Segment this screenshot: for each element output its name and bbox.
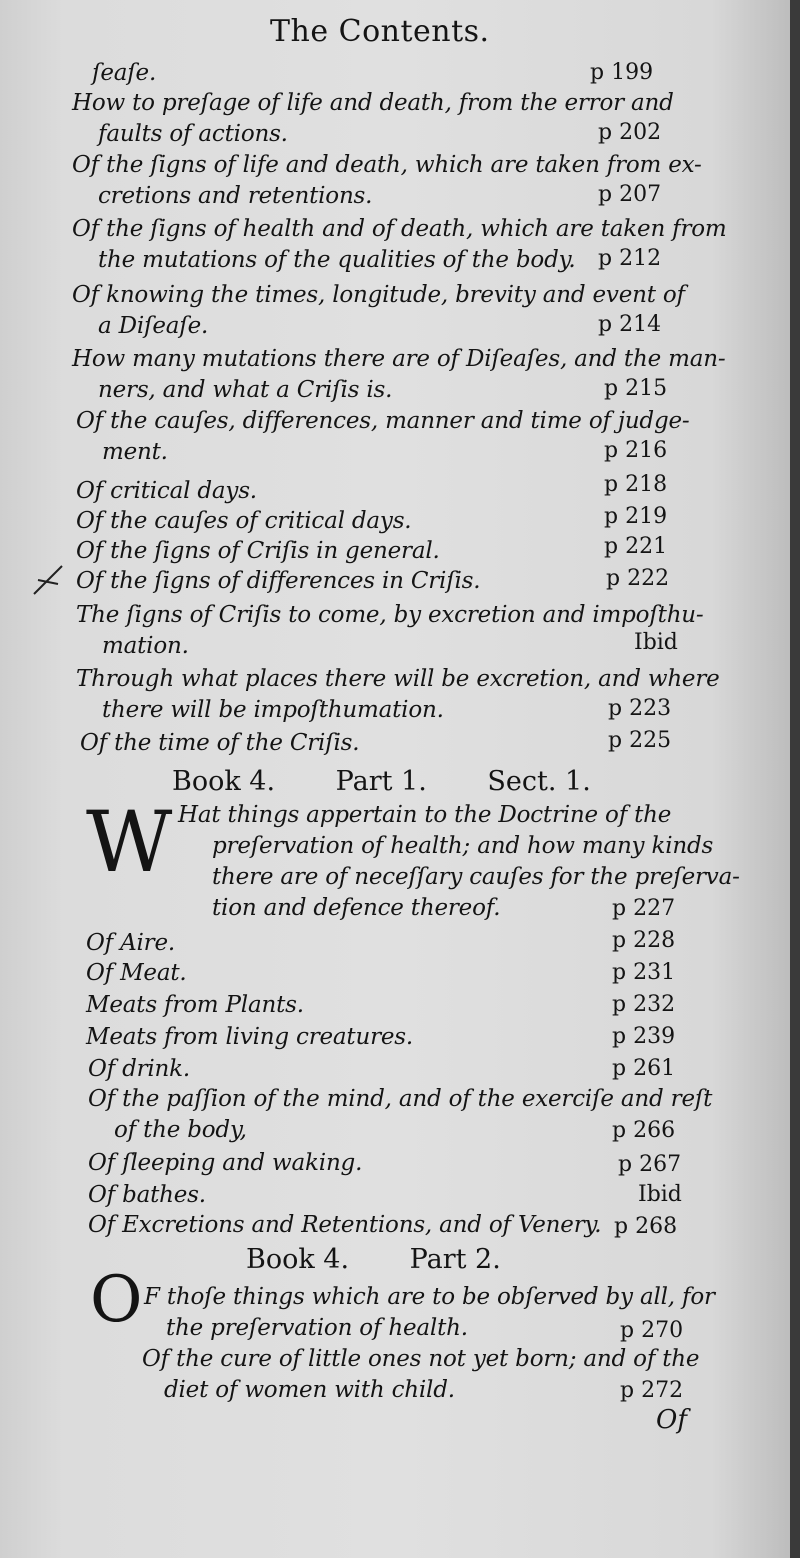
- toc-entry: [88, 1210, 601, 1241]
- entry-text: Of bathes.: [88, 1182, 206, 1208]
- page-ref: p 221: [604, 534, 668, 559]
- section-label: Sect. 1.: [487, 766, 591, 797]
- entry-text: of the body,: [114, 1117, 247, 1143]
- page-ref: p 272: [620, 1378, 684, 1403]
- toc-entry: [86, 1022, 413, 1053]
- drop-cap-o: O: [90, 1263, 143, 1337]
- entry-text: Of Excretions and Retentions, and of Venery.: [88, 1212, 602, 1238]
- page-edge: [790, 0, 800, 1558]
- entry-text: Of the ſigns of life and death, which are taken from ex-: [72, 152, 702, 178]
- page-ref: p 228: [612, 928, 676, 953]
- toc-entry: [76, 566, 480, 597]
- entry-text: How to preſage of life and death, from the error and: [72, 90, 674, 116]
- toc-entry: [72, 280, 685, 342]
- entry-text: ſeaſe.: [92, 60, 157, 86]
- catchword: Of: [656, 1405, 687, 1435]
- intro-line: tion and defence thereof.: [212, 895, 501, 921]
- toc-entry: [76, 506, 411, 537]
- page-ref: p 222: [606, 566, 670, 591]
- entry-text: the mutations of the qualities of the body.: [98, 247, 576, 273]
- toc-entry: [76, 476, 257, 507]
- entry-text: Of the paſſion of the mind, and of the exerciſe and reſt: [88, 1086, 713, 1112]
- page-ref: p 227: [612, 896, 676, 921]
- intro-line: there are of neceſſary cauſes for the preſerva-: [212, 864, 740, 890]
- margin-cross-mark: [28, 560, 68, 600]
- page-ref: p 216: [604, 438, 668, 463]
- page-header: The Contents.: [270, 14, 490, 49]
- page-ref: p 215: [604, 376, 668, 401]
- toc-entry: [72, 88, 674, 150]
- entry-text: Of critical days.: [76, 478, 257, 504]
- page-ref: p 268: [614, 1214, 678, 1239]
- entry-text: faults of actions.: [98, 121, 288, 147]
- page-ref: p 239: [612, 1024, 676, 1049]
- entry-text: Of the ſigns of Criſis in general.: [76, 538, 440, 564]
- part-label: Part 2.: [409, 1244, 501, 1275]
- book4-part2-heading: [246, 1244, 553, 1275]
- entry-text: Meats from Plants.: [86, 992, 304, 1018]
- page-ref: p 261: [612, 1056, 676, 1081]
- entry-text: Of the cauſes of critical days.: [76, 508, 412, 534]
- part-label: Part 1.: [335, 766, 427, 797]
- entry-text: cretions and retentions.: [98, 183, 373, 209]
- toc-entry: [76, 600, 704, 662]
- toc-entry: [86, 958, 187, 989]
- entry-text: mation.: [102, 633, 189, 659]
- page-ref: p 219: [604, 504, 668, 529]
- page-ref: p 266: [612, 1118, 676, 1143]
- page-ref: p 214: [598, 312, 662, 337]
- page-ref: p 267: [618, 1152, 682, 1177]
- page-ref: p 232: [612, 992, 676, 1017]
- entry-text: How many mutations there are of Diſeaſes, and the man-: [72, 346, 726, 372]
- entry-text: diet of women with child.: [164, 1377, 455, 1403]
- intro-line: Hat things appertain to the Doctrine of the: [178, 802, 672, 828]
- intro-line: preſervation of health; and how many kinds: [212, 833, 714, 859]
- entry-text: The ſigns of Criſis to come, by excretion and impoſthu-: [76, 602, 704, 628]
- toc-entry: [88, 1148, 362, 1179]
- toc-entry: [76, 406, 689, 468]
- entry-text: Of ſleeping and waking.: [88, 1150, 363, 1176]
- page-ref: p 218: [604, 472, 668, 497]
- entry-text: ment.: [102, 439, 168, 465]
- toc-entry: [86, 928, 175, 959]
- toc-entry: [142, 1344, 699, 1406]
- toc-entry: [88, 1180, 206, 1211]
- entry-text: Of knowing the times, longitude, brevity and event of: [72, 282, 685, 308]
- page-ref: p 202: [598, 120, 662, 145]
- entry-text: Through what places there will be excretion, and where: [76, 666, 720, 692]
- entry-text: a Diſeaſe.: [98, 313, 209, 339]
- page-ref: Ibid: [638, 1182, 682, 1207]
- page-ref: Ibid: [634, 630, 678, 655]
- book-label: Book 4.: [172, 766, 276, 797]
- page-ref: p 231: [612, 960, 676, 985]
- toc-entry: [92, 58, 156, 89]
- entry-text: there will be impoſthumation.: [102, 697, 444, 723]
- entry-text: ners, and what a Criſis is.: [98, 377, 393, 403]
- intro-line: the preſervation of health.: [166, 1315, 468, 1341]
- page-ref: p 270: [620, 1318, 684, 1343]
- entry-text: Of the ſigns of health and of death, which are taken from: [72, 216, 727, 242]
- entry-text: Of Meat.: [86, 960, 187, 986]
- page-ref: p 207: [598, 182, 662, 207]
- book-label: Book 4.: [246, 1244, 350, 1275]
- page-ref: p 212: [598, 246, 662, 271]
- entry-text: Of the time of the Criſis.: [80, 730, 360, 756]
- toc-entry: [80, 728, 359, 759]
- entry-text: Meats from living creatures.: [86, 1024, 413, 1050]
- page-ref: p 225: [608, 728, 672, 753]
- intro-line: F thoſe things which are to be obſerved by all, for: [144, 1284, 715, 1310]
- book4-part1-heading: [172, 766, 643, 797]
- toc-entry: [86, 990, 304, 1021]
- entry-text: Of the cauſes, differences, manner and time of judge-: [76, 408, 690, 434]
- toc-entry: [76, 536, 440, 567]
- toc-entry: [88, 1054, 190, 1085]
- entry-text: Of drink.: [88, 1056, 191, 1082]
- entry-text: Of the cure of little ones not yet born; and of the: [142, 1346, 700, 1372]
- page-ref: p 199: [590, 60, 654, 85]
- page-ref: p 223: [608, 696, 672, 721]
- entry-text: Of the ſigns of differences in Criſis.: [76, 568, 481, 594]
- drop-cap-w: W: [86, 793, 173, 891]
- entry-text: Of Aire.: [86, 930, 175, 956]
